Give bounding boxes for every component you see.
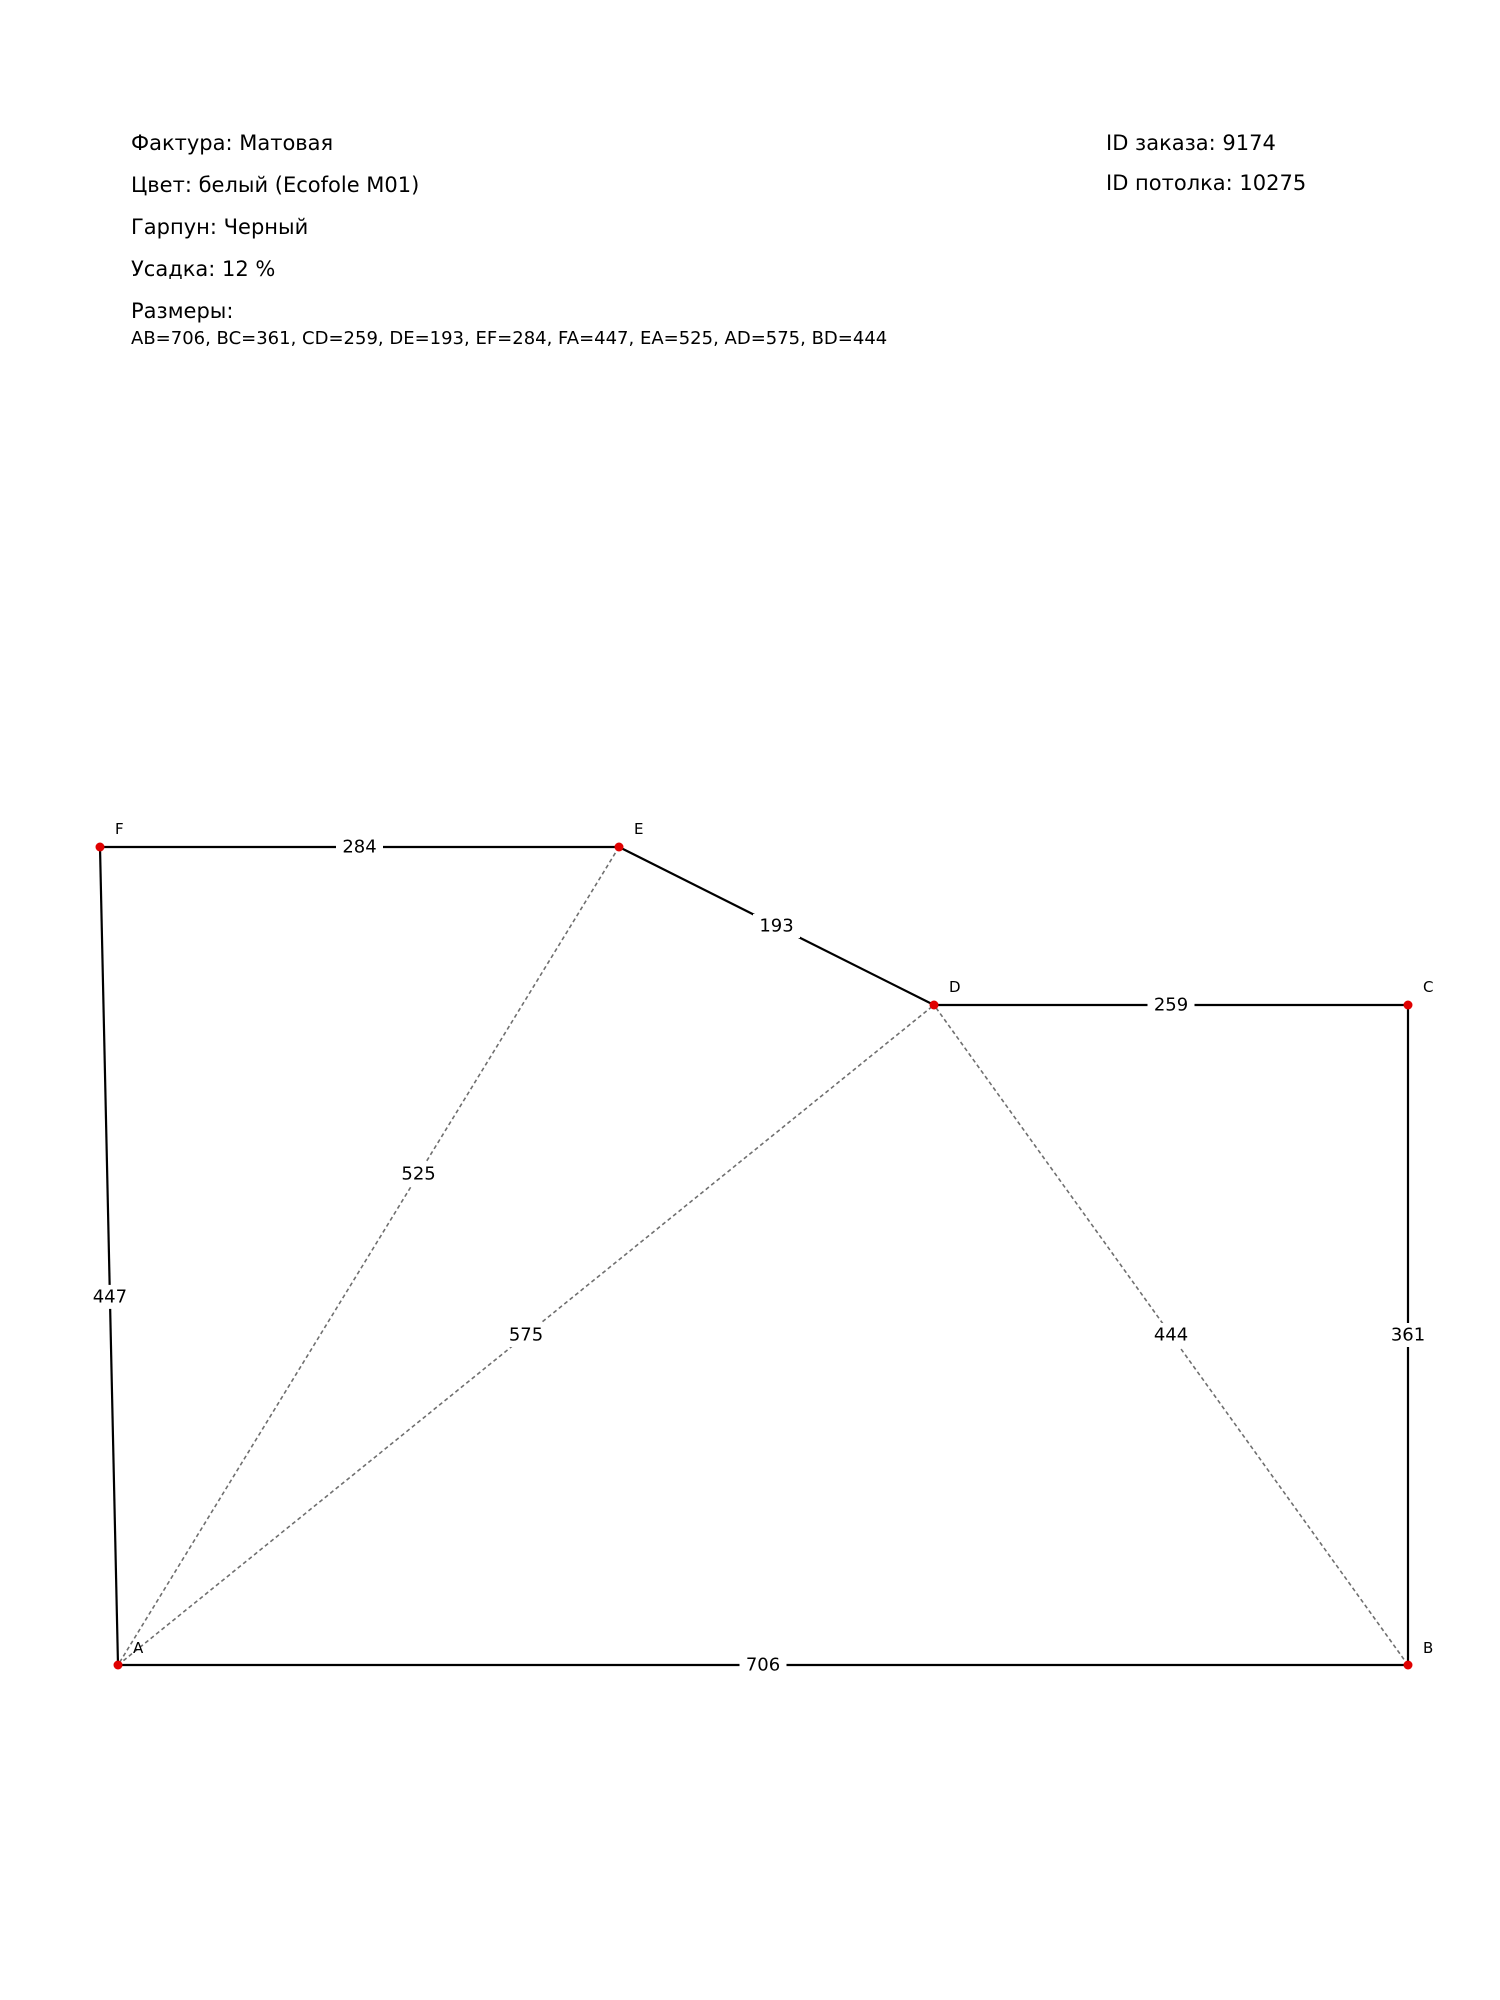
vertices-layer: [96, 820, 1434, 1670]
vertex-a-label: A: [133, 1639, 144, 1657]
vertex-f-marker: [96, 843, 105, 852]
sizes-title: Размеры:: [131, 299, 234, 323]
edge-labels-layer: [86, 835, 1434, 1677]
edges-layer: [100, 847, 1408, 1665]
texture-line: Фактура: Матовая: [131, 131, 334, 155]
vertex-f-label: F: [115, 820, 124, 838]
vertex-d-label: D: [949, 978, 961, 996]
edge-length-e-a: 525: [401, 1163, 436, 1185]
order-id: ID заказа: 9174: [1106, 131, 1276, 155]
edge-length-b-c: 361: [1390, 1324, 1426, 1346]
edge-length-d-e: 193: [759, 915, 794, 937]
edge-length-c-d: 259: [1153, 994, 1189, 1016]
edge-e-a-diagonal: [118, 847, 619, 1665]
edge-length-e-f: 284: [342, 836, 377, 858]
vertex-c-label: C: [1423, 978, 1434, 996]
vertex-e-label: E: [634, 820, 644, 838]
edge-length-b-d: 444: [1153, 1324, 1189, 1346]
edge-length-f-a: 447: [92, 1286, 128, 1308]
vertex-a-marker: [114, 1661, 123, 1670]
vertex-b-marker: [1404, 1661, 1413, 1670]
edge-length-a-d: 575: [508, 1324, 544, 1346]
vertex-c-marker: [1404, 1001, 1413, 1010]
color-line: Цвет: белый (Ecofole M01): [131, 173, 420, 197]
sizes-list: AB=706, BC=361, CD=259, DE=193, EF=284, FA=447, EA=525, AD=575, BD=444: [131, 328, 888, 349]
vertex-d-marker: [930, 1001, 939, 1010]
vertex-b-label: B: [1423, 1639, 1434, 1657]
vertex-e-marker: [615, 843, 624, 852]
shrinkage-line: Усадка: 12 %: [131, 257, 276, 281]
edge-length-a-b: 706: [745, 1654, 781, 1676]
edge-f-a-wall: [100, 847, 118, 1665]
harpoon-line: Гарпун: Черный: [131, 215, 309, 239]
ceiling-id: ID потолка: 10275: [1106, 171, 1307, 195]
